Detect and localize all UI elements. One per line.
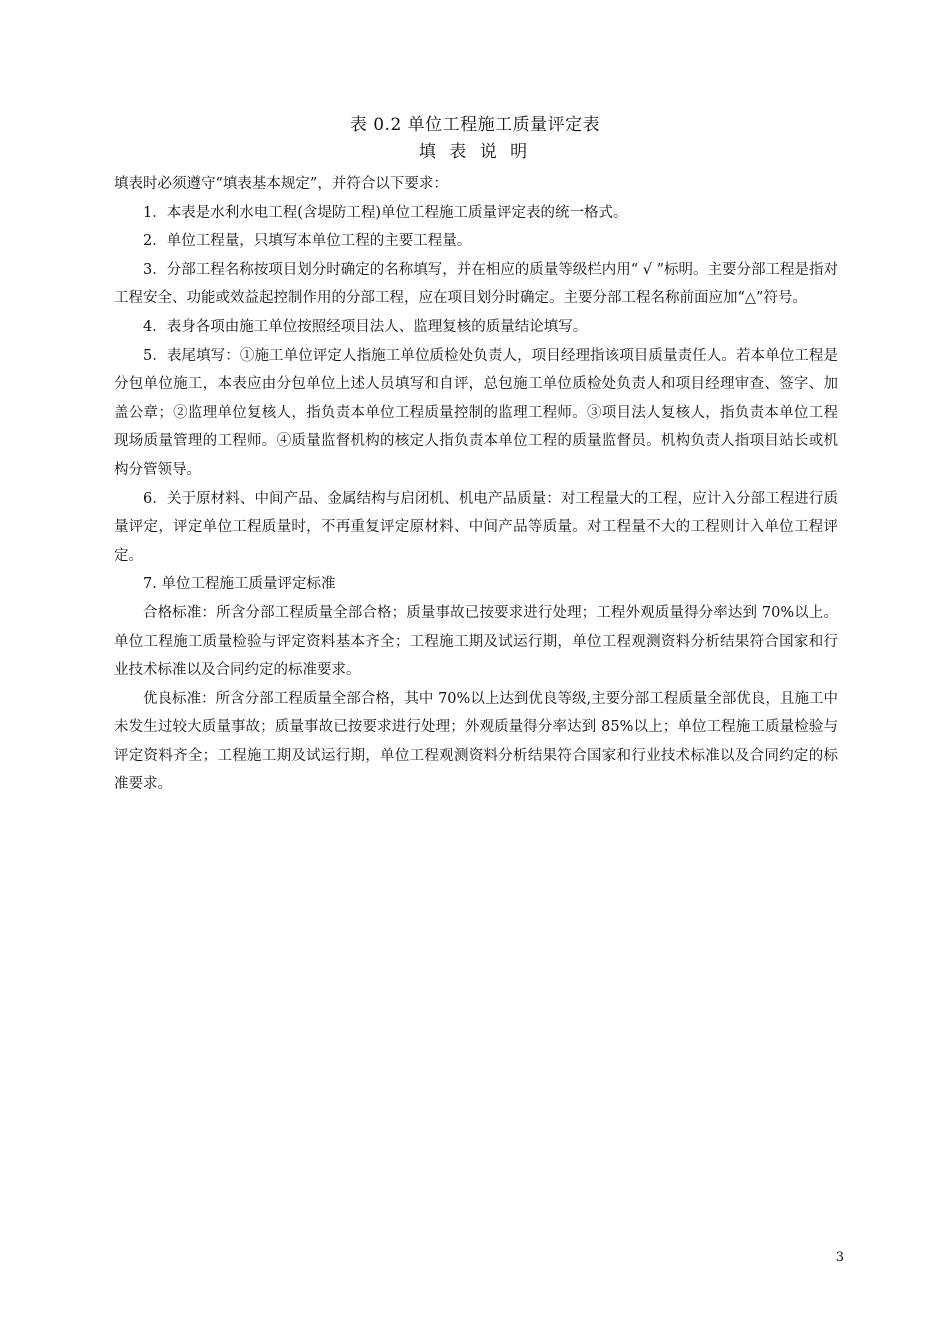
instruction-item-3: 3．分部工程名称按项目划分时确定的名称填写，并在相应的质量等级栏内用“ √ ”标明。主要分部工程是指对工程安全、功能或效益起控制作用的分部工程，应在项目划分时确定。主要分部工程名称前面应加“△”符号。 (114, 261, 839, 307)
intro-paragraph: 填表时必须遵守“填表基本规定”，并符合以下要求： (114, 176, 448, 192)
instruction-item-4: 4．表身各项由施工单位按照经项目法人、监理复核的质量结论填写。 (143, 318, 588, 335)
qualified-standard-paragraph: 合格标准：所含分部工程质量全部合格；质量事故已按要求进行处理；工程外观质量得分率达到 70%以上。单位工程施工质量检验与评定资料基本齐全；工程施工期及试运行期，单位工程观测资料分析结果符合国家和行业技术标准以及合同约定的标准要求。 (114, 604, 838, 679)
instruction-item-1: 1．本表是水利水电工程(含堤防工程)单位工程施工质量评定表的统一格式。 (143, 204, 628, 221)
instruction-item-2: 2．单位工程量，只填写本单位工程的主要工程量。 (143, 233, 472, 250)
page-number: 3 (835, 1250, 844, 1265)
instruction-item-5: 5．表尾填写：①施工单位评定人指施工单位质检处负责人，项目经理指该项目质量责任人。若本单位工程是分包单位施工，本表应由分包单位上述人员填写和自评，总包施工单位质检处负责人和项目经理审查、签字、加盖公章；②监理单位复核人，指负责本单位工程质量控制的监理工程师。③项目法人复核人，指负责本单位工程现场质量管理的工程师。④质量监督机构的核定人指负责本单位工程的质量监督员。机构负责人指项目站长或机构分管领导。 (114, 347, 838, 478)
excellent-standard-paragraph: 优良标准：所含分部工程质量全部合格，其中 70%以上达到优良等级,主要分部工程质量全部优良，且施工中未发生过较大质量事故；质量事故已按要求进行处理；外观质量得分率达到 85%以上；单位工程施工质量检验与评定资料齐全；工程施工期及试运行期，单位工程观测资料分析结果符合国家和行业技术标准以及合同约定的标准要求。 (114, 690, 838, 793)
document-subtitle: 填 表 说 明 (418, 142, 532, 162)
instruction-item-6: 6．关于原材料、中间产品、金属结构与启闭机、机电产品质量：对工程量大的工程，应计入分部工程进行质量评定，评定单位工程质量时，不再重复评定原材料、中间产品等质量。对工程量不大的工程则计入单位工程评定。 (114, 490, 838, 564)
document-title: 表 0.2 单位工程施工质量评定表 (349, 115, 601, 135)
instructions-body (114, 170, 838, 799)
instruction-item-7: 7. 单位工程施工质量评定标准 (143, 576, 336, 593)
